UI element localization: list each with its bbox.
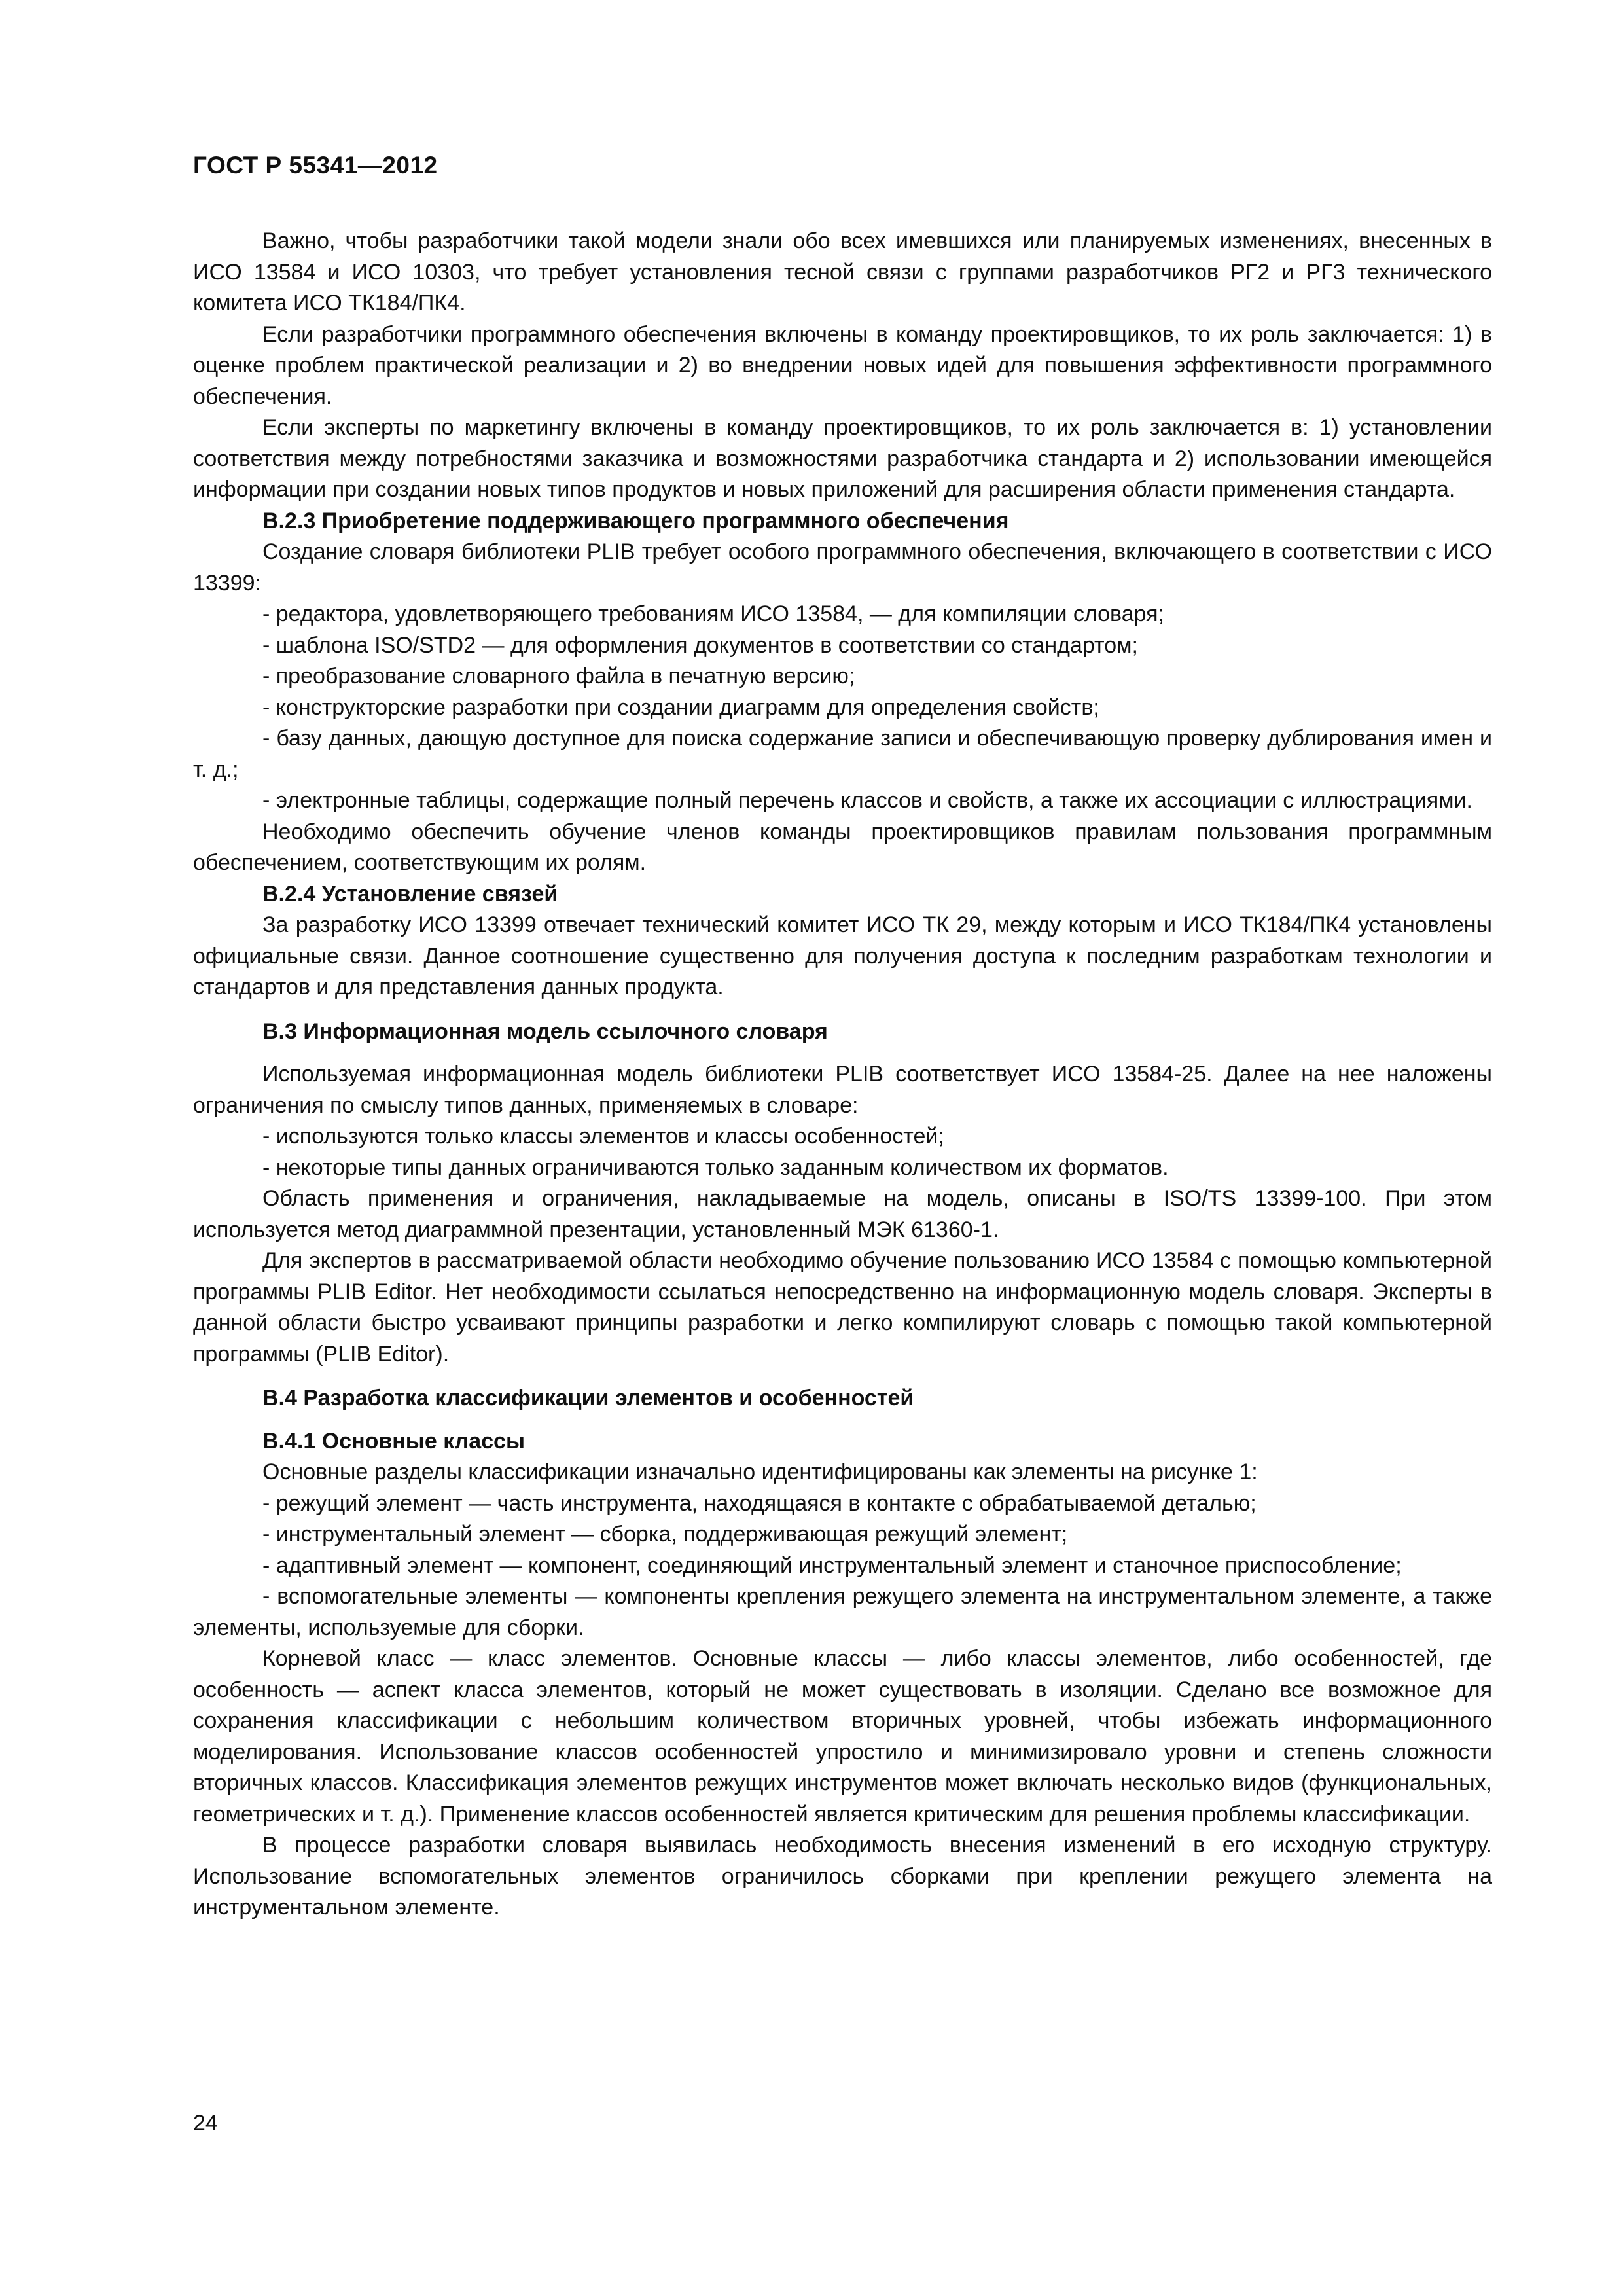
paragraph: Важно, чтобы разработчики такой модели знали обо всех имевшихся или планируемых изменениях, внесенных в ИСО 13584 и ИСО 10303, что требует установления тесной связи с группами разработчиков РГ2 и РГ3 технического комитета ИСО ТК184/ПК4. xyxy=(193,228,1492,315)
paragraph: Используемая информационная модель библиотеки PLIB соответствует ИСО 13584-25. Далее на нее наложены ограничения по смыслу типов данных, применяемых в словаре: xyxy=(193,1062,1492,1118)
list-item: - преобразование словарного файла в печатную версию; xyxy=(262,664,855,689)
list-item: - режущий элемент — часть инструмента, находящаяся в контакте с обрабатываемой деталью; xyxy=(262,1490,1257,1516)
paragraph: Если разработчики программного обеспечения включены в команду проектировщиков, то их роль заключается: 1) в оценке проблем практической реализации и 2) во внедрении новых идей для повышения эффективности программного обеспечения. xyxy=(193,321,1492,409)
list-item: - электронные таблицы, содержащие полный перечень классов и свойств, а также их ассоциации с иллюстрациями. xyxy=(262,788,1472,813)
section-heading-b24: В.2.4 Установление связей xyxy=(262,881,558,906)
list-item: - редактора, удовлетворяющего требованиям ИСО 13584, — для компиляции словаря; xyxy=(262,601,1165,626)
section-heading-b4: В.4 Разработка классификации элементов и особенностей xyxy=(262,1386,914,1410)
document-header: ГОСТ Р 55341—2012 xyxy=(193,152,438,179)
list-item: - инструментальный элемент — сборка, поддерживающая режущий элемент; xyxy=(262,1522,1068,1547)
paragraph: За разработку ИСО 13399 отвечает технический комитет ИСО ТК 29, между которым и ИСО ТК184/ПК4 установлены официальные связи. Данное соотношение существенно для получения доступа к последним разработкам технологии и стандартов и для представления данных продукта. xyxy=(193,912,1492,999)
section-heading-b41: В.4.1 Основные классы xyxy=(262,1428,525,1454)
paragraph: Основные разделы классификации изначально идентифицированы как элементы на рисунке 1: xyxy=(262,1460,1258,1484)
list-item: - некоторые типы данных ограничиваются только заданным количеством их форматов. xyxy=(262,1155,1169,1180)
section-heading-b23: В.2.3 Приобретение поддерживающего программного обеспечения xyxy=(262,508,1009,533)
section-heading-b3: В.3 Информационная модель ссылочного словаря xyxy=(262,1018,828,1044)
paragraph: Область применения и ограничения, накладываемые на модель, описаны в ISO/TS 13399-100. При этом используется метод диаграммной презентации, установленный МЭК 61360-1. xyxy=(193,1186,1492,1242)
paragraph: Необходимо обеспечить обучение членов команды проектировщиков правилам пользования программным обеспечением, соответствующим их ролям. xyxy=(193,819,1492,875)
page-number: 24 xyxy=(193,2111,218,2136)
list-item: - шаблона ISO/STD2 — для оформления документов в соответствии со стандартом; xyxy=(262,632,1138,658)
paragraph: Корневой класс — класс элементов. Основные классы — либо классы элементов, либо особенностей, где особенность — аспект класса элементов, который не может существовать в изоляции. Сделано все возможное для сохранения классификации с небольшим количеством вторичных уровней, чтобы избежать информационного моделирования. Использование классов особенностей упростило и минимизировало уровни и степень сложности вторичных классов. Классификация элементов режущих инструментов может включать несколько видов (функциональных, геометрических и т. д.). Применение классов особенностей является критическим для решения проблемы классификации. xyxy=(193,1646,1492,1827)
document-body xyxy=(193,226,1492,1924)
list-item: - вспомогательные элементы — компоненты крепления режущего элемента на инструментальном элементе, а также элементы, используемые для сборки. xyxy=(193,1584,1492,1640)
list-item: - используются только классы элементов и классы особенностей; xyxy=(262,1124,944,1149)
list-item: - адаптивный элемент — компонент, соединяющий инструментальный элемент и станочное приспособление; xyxy=(262,1552,1402,1578)
list-item: - конструкторские разработки при создании диаграмм для определения свойств; xyxy=(262,694,1099,720)
paragraph: В процессе разработки словаря выявилась необходимость внесения изменений в его исходную структуру. Использование вспомогательных элементов ограничилось сборками при креплении режущего элемента на инструментальном элементе. xyxy=(193,1833,1492,1920)
list-item: - базу данных, дающую доступное для поиска содержание записи и обеспечивающую проверку дублирования имен и т. д.; xyxy=(193,726,1492,782)
paragraph: Если эксперты по маркетингу включены в команду проектировщиков, то их роль заключается в: 1) установлении соответствия между потребностями заказчика и возможностями разработчика стандарта и 2) использовании имеющейся информации при создании новых типов продуктов и новых приложений для расширения области применения стандарта. xyxy=(193,415,1492,502)
paragraph: Для экспертов в рассматриваемой области необходимо обучение пользованию ИСО 13584 с помощью компьютерной программы PLIB Editor. Нет необходимости ссылаться непосредственно на информационную модель словаря. Эксперты в данной области быстро усваивают принципы разработки и легко компилируют словарь с помощью такой компьютерной программы (PLIB Editor). xyxy=(193,1248,1492,1367)
paragraph: Создание словаря библиотеки PLIB требует особого программного обеспечения, включающего в соответствии с ИСО 13399: xyxy=(193,539,1492,596)
